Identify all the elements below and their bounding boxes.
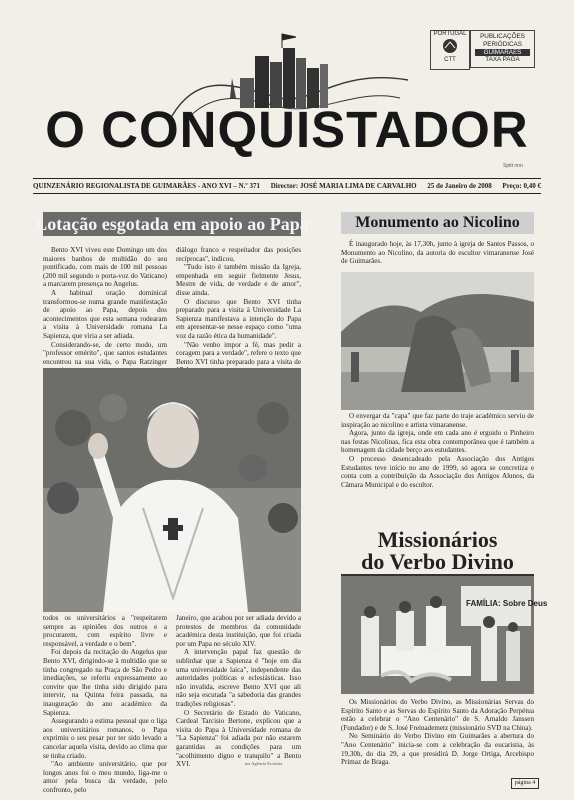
- postal-stamp: [430, 30, 470, 70]
- monumento-photo: [341, 272, 534, 410]
- missionarios-photo: [341, 576, 548, 694]
- main-col2-top: [176, 246, 301, 366]
- paragraph: Os Missionários do Verbo Divino, as Missionárias Servas do Espírito Santo e as Servas do Espírito Santo da Adoração Perpétua estão a celebrar o "Ano Centenário" de S. Arnaldo Janssen (Fundador) e de S. José Freinademetz (missionário SVD na China).: [341, 698, 534, 732]
- paragraph: "Tudo isto é também missão da Igreja, empenhada em seguir fielmente Jesus, Mestre de vida, de verdade e de amor", disse ainda.: [176, 263, 301, 297]
- page-number: página 4: [511, 778, 539, 789]
- info-bar: [33, 182, 541, 190]
- paragraph: diálogo franco e respeitador das posições recíprocas", indicou.: [176, 246, 301, 263]
- photo-credit: ins Agência Ecclesia: [245, 761, 283, 766]
- paragraph: É inaugurado hoje, às 17,30h, junto à igreja de Santos Passos, o Monumento ao Nicolino, da autoria do escultor vimaranense José de Guimarães.: [341, 240, 534, 266]
- paragraph: O discurso que Bento XVI tinha preparado para a visita à Universidade La Sapienza manifestava a intenção do Papa em apresentar-se nesse espaço como "uma voz da razão ética da humanidade".: [176, 297, 301, 340]
- paragraph: A intervenção papal faz questão de sublinhar que a Sapienza é "hoje em dia uma universidade laica", independente das autoridades políticas e eclesiásticas. Isso não invalida, escreve Bento XVI que ali não seja escutada "a sabedoria das grandes tradições religiosas".: [176, 648, 301, 708]
- missionarios-headline-1: Missionários: [377, 527, 498, 552]
- missionarios-body: [341, 698, 534, 782]
- bottom-rule: [33, 193, 541, 194]
- paragraph: "Não venho impor a fé, mas pedir a coragem para a verdade", refere o texto que Bento XVI tinha preparado para a visita de: [176, 340, 301, 366]
- paragraph: O envergar da "capa" que faz parte do traje académico serviu de inspiração ao nicolino e artista vimaranense.: [341, 412, 534, 429]
- paragraph: Foi depois da recitação do Angelus que Bento XVI, dirigindo-se à multidão que se tinha congregado na Praça de São Pedro e imediações, se referiu expressamente ao convite que lhe tinha sido dirigido para intervir, na Quinta feira passada, na inauguração do ano académico da Sapienza.: [43, 648, 167, 717]
- paragraph: "Ao ambiente universitário, que por longos anos foi o meu mundo, liga-me o amor pela busca da verdade, pelo confronto, pelo: [43, 760, 167, 794]
- monumento-body: [341, 412, 534, 522]
- pope-photo: [43, 368, 301, 612]
- pub-line-2: PERIÓDICAS: [483, 40, 522, 48]
- paragraph: Considerando-se, de certo modo, um "professor emérito", que santos estudantes encontrou na sua vida, o Papa Ratzinger: [43, 340, 167, 366]
- paragraph: Agora, junto da igreja, onde em cada ano é erguido o Pinheiro nas festas Nicolinas, fica esta obra contemporânea que é também a homenagem da cidade berço aos estudantes.: [341, 429, 534, 455]
- main-col1-bottom: [43, 614, 167, 794]
- paragraph: Bento XVI viveu este Domingo um dos maiores banhos de multidão do seu pontificado, com mais de 100 mil pessoas (200 mil segundo o porta-voz do Vaticano) a marcarem presença no Angelus.: [43, 246, 167, 289]
- monumento-headline: Monumento ao Nicolino: [341, 212, 534, 234]
- issue-date: 25 de Janeiro de 2008: [427, 182, 492, 190]
- postal-ctt: CTT: [444, 57, 456, 63]
- masthead-small-note: Spitt nnn: [503, 163, 523, 169]
- pub-line-4: TAXA PAGA: [485, 56, 520, 64]
- horse-rider-icon: [439, 38, 461, 54]
- paragraph: A habitual oração dominical transformou-se numa grande manifestação de apoio ao Papa, depois dos acontecimentos que esta semana rodearam a visita à Universidade romana La Sapienza, que viria a ser adiada.: [43, 288, 167, 340]
- director: Director: JOSÉ MARIA LIMA DE CARVALHO: [270, 182, 417, 190]
- monumento-intro: [341, 240, 534, 270]
- top-rule: [33, 178, 541, 179]
- paragraph: Assegurando a estima pessoal que o liga aos universitários romanos, o Papa exprimiu o seu pesar por ter sido levado a cancelar aquela visita, devido ao clima que se tinha criado.: [43, 717, 167, 760]
- paragraph: Janeiro, que acabou por ser adiada devido a protestos de membros da comunidade académica desta instituição, que foi criada por um Papa no século XIV.: [176, 614, 301, 648]
- postal-country: PORTUGAL: [433, 31, 467, 37]
- publication-box: [470, 30, 535, 68]
- tagline: QUINZENÁRIO REGIONALISTA DE GUIMARÃES - ANO XVI – N.º 371: [33, 182, 260, 190]
- missionarios-headline-2: do Verbo Divino: [341, 550, 534, 576]
- price: Preço: 0,40 €: [502, 182, 541, 190]
- paragraph: No Seminário do Verbo Divino em Guimarães a abertura do "Ano Centenário" inicia-se com a celebração da eucaristia, às 19,30h, do dia 29, a que presidirá D. Jorge Ortiga, Arcebispo Primaz de Braga.: [341, 732, 534, 767]
- paragraph: todos os universitários a "respeitarem sempre as opiniões dos outros e a procurarem, com espírito livre e responsável, a verdade e o bem".: [43, 614, 167, 648]
- missionarios-photo-banner: FAMÍLIA: Sobre Deus: [466, 599, 548, 608]
- main-headline: Lotação esgotada em apoio ao Papa: [43, 212, 301, 236]
- pub-line-3: GUIMARÃES: [475, 49, 530, 57]
- pub-line-1: PUBLICAÇÕES: [480, 33, 525, 40]
- paragraph: O processo desencadeado pela Associação dos Antigos Estudantes teve início no ano de 1999, só agora se concretiza e conta com a contribuição da Associação dos Antigos Alunos, da Câmara Municipal e do escultor.: [341, 454, 534, 489]
- paragraph: O Secretário de Estado do Vaticano, Cardeal Tarcisio Bertone, explicou que a visita do Papa à Universidade romana de "La Sapienza" foi adiada por não estarem garantidas as condições para um "acolhimento digno e tranquilo" a Bento XVI.: [176, 708, 301, 769]
- newspaper-title: O CONQUISTADOR: [45, 101, 529, 158]
- main-col1-top: [43, 246, 167, 366]
